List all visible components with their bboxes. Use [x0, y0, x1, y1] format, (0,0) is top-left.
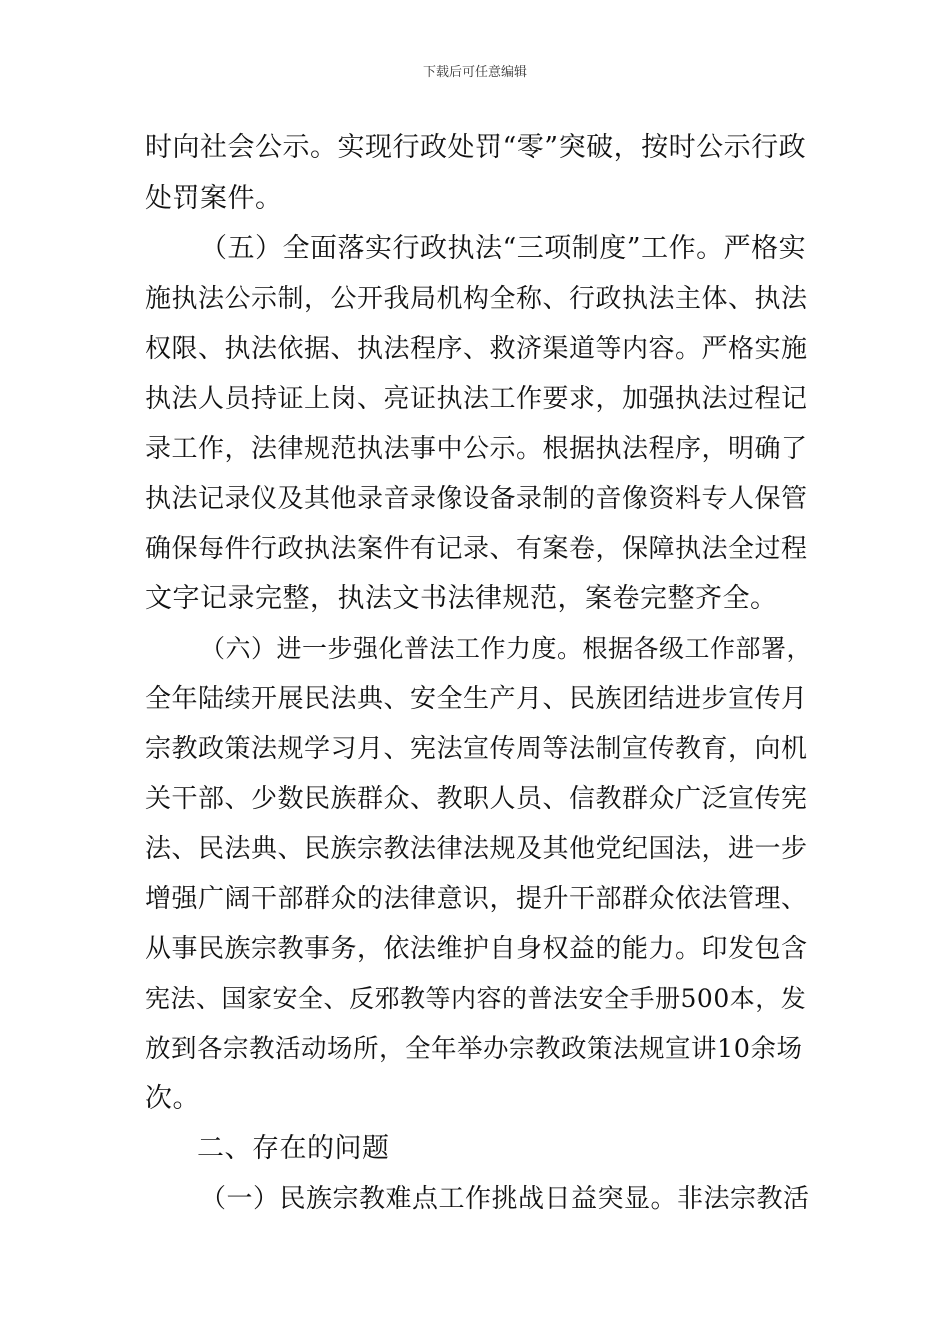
text-line: 处罚案件。: [145, 183, 283, 214]
text-line: 宪法、国家安全、反邪教等内容的普法安全手册500本，发: [145, 984, 807, 1013]
text-line: 时向社会公示。实现行政处罚“零”突破，按时公示行政: [145, 132, 807, 163]
page-header: 下载后可任意编辑: [422, 65, 527, 80]
text-line: 录工作，法律规范执法事中公示。根据执法程序，明确了: [145, 434, 808, 464]
paragraph-start-line: （五）全面落实行政执法“三项制度”工作。严格实: [200, 233, 807, 264]
text-line: 从事民族宗教事务，依法维护自身权益的能力。印发包含: [145, 934, 808, 964]
text-line: 全年陆续开展民法典、安全生产月、民族团结进步宣传月: [145, 684, 808, 714]
text-line: 法、民法典、民族宗教法律法规及其他党纪国法，进一步: [145, 834, 808, 864]
text-line: 关干部、少数民族群众、教职人员、信教群众广泛宣传宪: [145, 784, 808, 814]
text-line: 确保每件行政执法案件有记录、有案卷，保障执法全过程: [145, 534, 808, 564]
text-line: 执法人员持证上岗、亮证执法工作要求，加强执法过程记: [145, 384, 808, 414]
text-line: 放到各宗教活动场所，全年举办宗教政策法规宣讲10余场: [145, 1034, 803, 1064]
paragraph-start-line: （一）民族宗教难点工作挑战日益突显。非法宗教活: [200, 1184, 810, 1214]
paragraph-start-line: （六）进一步强化普法工作力度。根据各级工作部署，: [200, 634, 813, 663]
text-line: 次。: [145, 1083, 200, 1114]
text-line: 宗教政策法规学习月、宪法宣传周等法制宣传教育，向机: [145, 734, 808, 764]
text-line: 施执法公示制，公开我局机构全称、行政执法主体、执法: [145, 284, 808, 314]
text-line: 增强广阔干部群众的法律意识，提升干部群众依法管理、: [145, 884, 808, 914]
section-heading: 二、存在的问题: [197, 1133, 390, 1164]
text-line: 执法记录仪及其他录音录像设备录制的音像资料专人保管: [145, 484, 808, 514]
text-line: 权限、执法依据、执法程序、救济渠道等内容。严格实施: [145, 334, 808, 364]
text-line: 文字记录完整，执法文书法律规范，案卷完整齐全。: [145, 583, 778, 614]
